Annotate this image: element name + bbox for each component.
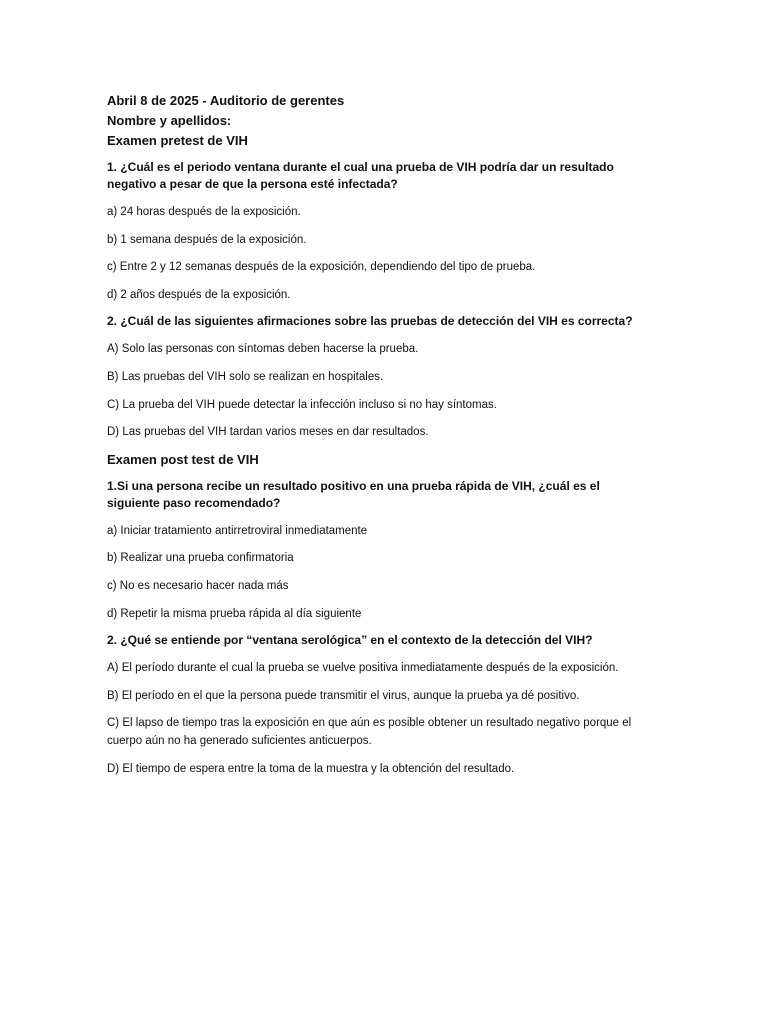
posttest-question-1 bbox=[107, 478, 647, 623]
answer-option: b) 1 semana después de la exposición. bbox=[107, 233, 307, 246]
answer-option: c) Entre 2 y 12 semanas después de la exposición, dependiendo del tipo de prueba. bbox=[107, 261, 536, 274]
answer-option: C) La prueba del VIH puede detectar la infección incluso si no hay síntomas. bbox=[107, 398, 497, 411]
pretest-question-1 bbox=[107, 159, 647, 304]
pretest-section bbox=[107, 159, 647, 441]
answer-option: a) 24 horas después de la exposición. bbox=[107, 206, 301, 218]
answer-option: d) 2 años después de la exposición. bbox=[107, 288, 291, 301]
answer-option: c) No es necesario hacer nada más bbox=[107, 579, 289, 592]
posttest-question-2 bbox=[107, 632, 647, 778]
question-text: 2. ¿Cuál de las siguientes afirmaciones sobre las pruebas de detección del VIH es correcta? bbox=[107, 314, 633, 329]
document-page bbox=[107, 91, 647, 788]
pretest-title: Examen pretest de VIH bbox=[107, 133, 248, 148]
answer-option: D) Las pruebas del VIH tardan varios meses en dar resultados. bbox=[107, 426, 429, 439]
answer-option: A) Solo las personas con síntomas deben hacerse la prueba. bbox=[107, 343, 419, 356]
name-line: Nombre y apellidos: bbox=[107, 113, 232, 128]
date-location-line: Abril 8 de 2025 - Auditorio de gerentes bbox=[107, 93, 345, 108]
posttest-title: Examen post test de VIH bbox=[107, 451, 259, 467]
answer-option: A) El período durante el cual la prueba se vuelve positiva inmediatamente después de la exposición. bbox=[107, 662, 619, 675]
answer-option: C) El lapso de tiempo tras la exposición en que aún es posible obtener un resultado negativo porque el cuerpo aún no ha generado suficientes anticuerpos. bbox=[107, 717, 632, 748]
answer-option: d) Repetir la misma prueba rápida al día siguiente bbox=[107, 607, 362, 620]
answer-option: b) Realizar una prueba confirmatoria bbox=[107, 552, 294, 565]
question-text: 2. ¿Qué se entiende por “ventana serológica” en el contexto de la detección del VIH? bbox=[107, 633, 593, 648]
posttest-section bbox=[107, 451, 647, 778]
answer-option: D) El tiempo de espera entre la toma de la muestra y la obtención del resultado. bbox=[107, 762, 515, 775]
answer-option: a) Iniciar tratamiento antirretroviral inmediatamente bbox=[107, 524, 368, 537]
answer-option: B) El período en el que la persona puede transmitir el virus, aunque la prueba ya dé positivo. bbox=[107, 689, 580, 702]
document-header bbox=[107, 91, 647, 151]
pretest-question-2 bbox=[107, 313, 647, 441]
answer-option: B) Las pruebas del VIH solo se realizan en hospitales. bbox=[107, 370, 384, 383]
question-text: 1.Si una persona recibe un resultado positivo en una prueba rápida de VIH, ¿cuál es el siguiente paso recomendado? bbox=[107, 478, 600, 510]
question-text: 1. ¿Cuál es el periodo ventana durante el cual una prueba de VIH podría dar un resultado negativo a pesar de que la persona esté infectada? bbox=[107, 160, 614, 191]
